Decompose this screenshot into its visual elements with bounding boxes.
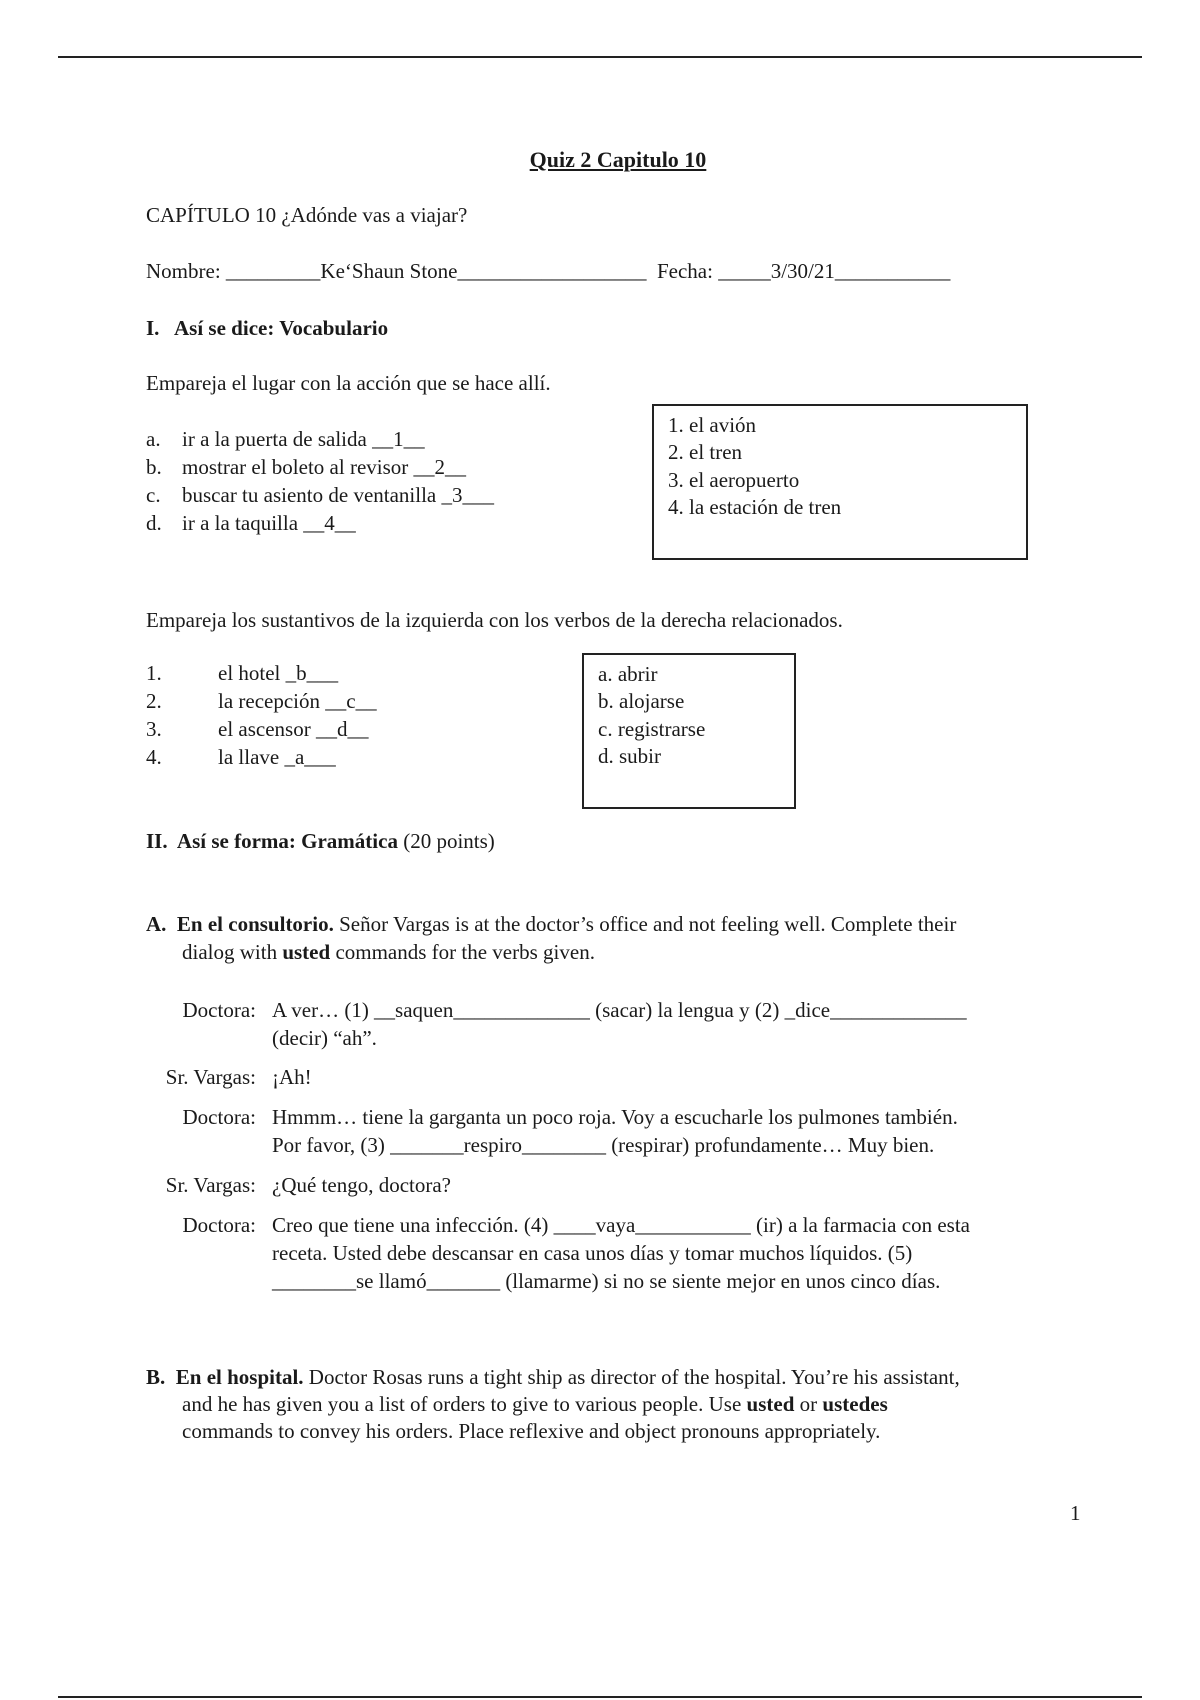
partA-line-2: [182, 939, 595, 966]
verbs-box: [582, 653, 796, 809]
item-text: ir a la taquilla __4__: [182, 511, 356, 535]
dialog-speaker: Sr. Vargas:: [165, 1065, 256, 1089]
nombre-value: Ke‘Shaun Stone: [320, 259, 458, 283]
item-marker: d.: [146, 511, 162, 535]
partB-text-2-pre: and he has given you a list of orders to give to various people. Use: [182, 1392, 747, 1416]
nombre-tail: __________________: [457, 259, 647, 283]
dialog-speaker: Doctora:: [182, 998, 256, 1022]
partB-text-2-mid: or: [794, 1392, 823, 1416]
matching-item: [146, 426, 425, 453]
top-rule: [58, 56, 1142, 58]
chapter-heading: CAPÍTULO 10 ¿Adónde vas a viajar?: [146, 203, 468, 227]
item-marker: 1.: [146, 661, 162, 685]
dialog-line: ________se llamó_______ (llamarme) si no se siente mejor en unos cinco días.: [272, 1269, 941, 1293]
section2-heading-bold: II. Así se forma: Gramática: [146, 829, 398, 853]
item-marker: c.: [146, 483, 161, 507]
bottom-rule: [58, 1696, 1142, 1698]
dialog-speaker: Doctora:: [182, 1213, 256, 1237]
partA-label: A. En el consultorio.: [146, 912, 334, 936]
verbs-item: c. registrarse: [598, 716, 706, 741]
verbs-item: a. abrir: [598, 662, 658, 686]
noun-item: [146, 716, 368, 743]
matching-item: [146, 454, 466, 481]
dialog-line: Creo que tiene una infección. (4) ____vaya___________ (ir) a la farmacia con esta: [272, 1213, 970, 1237]
item-text: la llave _a___: [218, 745, 336, 769]
dialog-speaker: Doctora:: [182, 1105, 256, 1129]
matching-item: [146, 510, 356, 537]
dialog-line: A ver… (1) __saquen_____________ (sacar) la lengua y (2) _dice_____________: [272, 998, 967, 1022]
section1-instruction-1: Empareja el lugar con la acción que se hace allí.: [146, 371, 551, 395]
partB-text-2-bold-1: usted: [746, 1392, 795, 1416]
partB-text-1: Doctor Rosas runs a tight ship as director of the hospital. You’re his assistant,: [303, 1365, 960, 1389]
item-marker: 2.: [146, 689, 162, 713]
partB-line-2: [182, 1391, 888, 1418]
dialog-line: ¡Ah!: [272, 1065, 312, 1089]
item-marker: b.: [146, 455, 162, 479]
partB-text-2-bold-2: ustedes: [822, 1392, 888, 1416]
places-item: 4. la estación de tren: [668, 494, 842, 519]
item-marker: 3.: [146, 717, 162, 741]
dialog-speaker: Sr. Vargas:: [165, 1173, 256, 1197]
section1-instruction-2: Empareja los sustantivos de la izquierda con los verbos de la derecha relacionados.: [146, 608, 843, 632]
partA-text-2-post: commands for the verbs given.: [330, 940, 595, 964]
dialog-line: receta. Usted debe descansar en casa unos días y tomar muchos líquidos. (5): [272, 1241, 913, 1265]
partB-line-3: commands to convey his orders. Place reflexive and object pronouns appropriately.: [182, 1419, 881, 1443]
places-item: 2. el tren: [668, 440, 743, 465]
dialog-line: Por favor, (3) _______respiro________ (respirar) profundamente… Muy bien.: [272, 1133, 935, 1157]
places-box: [652, 404, 1028, 560]
dialog-line: (decir) “ah”.: [272, 1026, 377, 1050]
item-marker: 4.: [146, 745, 162, 769]
section2-heading-points: (20 points): [397, 829, 495, 853]
name-date-line: [146, 258, 950, 285]
places-item: 3. el aeropuerto: [668, 467, 800, 492]
item-text: el ascensor __d__: [218, 717, 369, 741]
verbs-item: d. subir: [598, 743, 661, 768]
page-title: Quiz 2 Capitulo 10: [529, 147, 707, 172]
partB-label: B. En el hospital.: [146, 1365, 304, 1389]
item-text: mostrar el boleto al revisor __2__: [182, 455, 467, 479]
item-text: ir a la puerta de salida __1__: [182, 427, 425, 451]
noun-item: [146, 660, 338, 687]
partA-line-1: [146, 911, 956, 938]
noun-item: [146, 744, 336, 771]
dialog-line: Hmmm… tiene la garganta un poco roja. Voy a escucharle los pulmones también.: [272, 1105, 958, 1129]
item-text: la recepción __c__: [218, 689, 377, 713]
item-marker: a.: [146, 427, 161, 451]
partA-text-2-pre: dialog with: [182, 940, 283, 964]
fecha-value: 3/30/21: [770, 259, 835, 283]
partA-text-2-bold: usted: [282, 940, 331, 964]
item-text: buscar tu asiento de ventanilla _3___: [182, 483, 494, 507]
dialog-line: ¿Qué tengo, doctora?: [272, 1173, 452, 1197]
partB-line-1: [146, 1364, 960, 1391]
matching-item: [146, 482, 494, 509]
partA-text-1: Señor Vargas is at the doctor’s office and not feeling well. Complete their: [333, 912, 957, 936]
fecha-label: Fecha: _____: [656, 259, 771, 283]
nombre-label: Nombre: _________: [146, 259, 321, 283]
fecha-tail: ___________: [834, 259, 951, 283]
noun-item: [146, 688, 377, 715]
section1-heading: I. Así se dice: Vocabulario: [146, 316, 389, 340]
item-text: el hotel _b___: [218, 661, 339, 685]
verbs-item: b. alojarse: [598, 689, 685, 714]
section2-heading: [146, 828, 495, 855]
page-number: 1: [1070, 1501, 1081, 1525]
places-item: 1. el avión: [668, 413, 757, 437]
